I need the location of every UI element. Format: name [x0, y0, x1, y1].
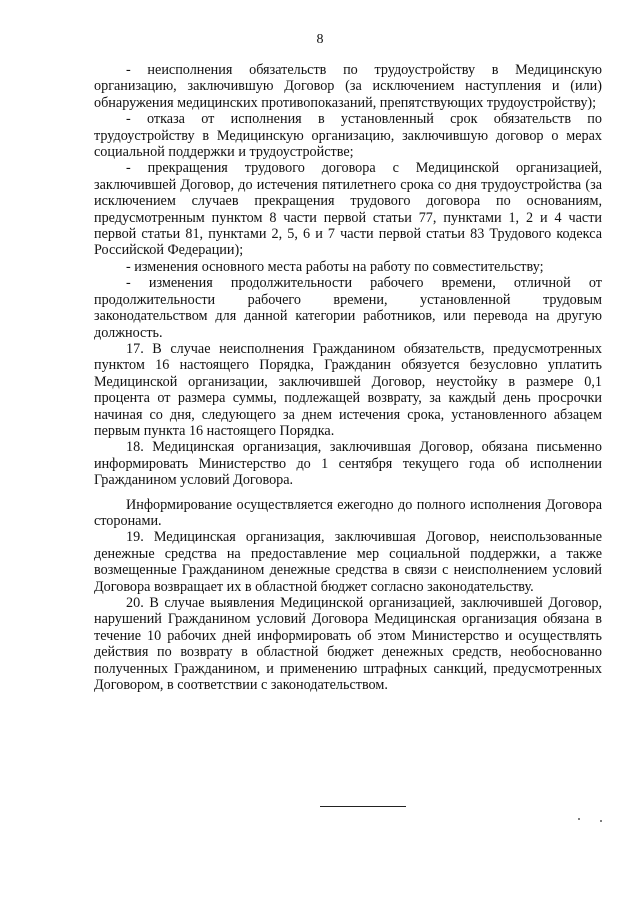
scan-speck [600, 820, 602, 822]
end-of-text-rule [320, 806, 406, 807]
paragraph-item-5: - изменения продолжительности рабочего времени, отличной от продолжительности рабочего времени, установленной трудовым законодательством для данной категории работников, или перевода на другую должность. [94, 275, 602, 341]
page-number: 8 [316, 32, 324, 47]
paragraph-clause-17: 17. В случае неисполнения Гражданином обязательств, предусмотренных пунктом 16 настоящего Порядка, Гражданин обязуется безусловно уплатить Медицинской организации, заключившей Договор, неустойку в размере 0,1 процента от размера суммы, подлежащей возврату, за каждый день просрочки начиная со дня, следующего за днем истечения срока, установленного абзацем первым пункта 16 настоящего Порядка. [94, 340, 602, 439]
paragraph-item-4: - изменения основного места работы на работу по совместительству; [126, 258, 544, 275]
paragraph-clause-19: 19. Медицинская организация, заключившая Договор, неиспользованные денежные средства на предоставление мер социальной поддержки, а также возмещенные Гражданином денежные средства в связи с неисполнением условий Договора возвращает их в областной бюджет согласно законодательству. [94, 529, 602, 595]
paragraph-clause-20: 20. В случае выявления Медицинской организацией, заключившей Договор, нарушений Гражданином условий Договора Медицинская организация обязана в течение 10 рабочих дней информировать об этом Министерство и осуществлять действия по возврату в областной бюджет денежных средств, необоснованно полученных Гражданином, и применению штрафных санкций, предусмотренных Договором, в соответствии с законодательством. [94, 595, 602, 694]
scan-speck [578, 818, 580, 820]
paragraph-informing: Информирование осуществляется ежегодно до полного исполнения Договора сторонами. [94, 496, 602, 529]
paragraph-item-1: - неисполнения обязательств по трудоустройству в Медицинскую организацию, заключившую Договор (за исключением наступления и (или) обнаружения медицинских противопоказаний, препятствующих трудоустройству); [94, 62, 602, 111]
paragraph-item-3: - прекращения трудового договора с Медицинской организацией, заключившей Договор, до истечения пятилетнего срока со дня трудоустройства (за исключением случаев прекращения трудового договора по основаниям, предусмотренным пунктом 8 части первой статьи 77, пунктами 1, 2 и 4 части первой статьи 81, пунктами 2, 5, 6 и 7 части первой статьи 83 Трудового кодекса Российской Федерации); [94, 160, 602, 259]
paragraph-clause-18: 18. Медицинская организация, заключившая Договор, обязана письменно информировать Министерство до 1 сентября текущего года об исполнении Гражданином условий Договора. [94, 439, 602, 489]
paragraph-item-2: - отказа от исполнения в установленный срок обязательств по трудоустройству в Медицинскую организацию, заключившую договор о мерах социальной поддержки и трудоустройстве; [94, 111, 602, 161]
document-body [94, 62, 602, 693]
